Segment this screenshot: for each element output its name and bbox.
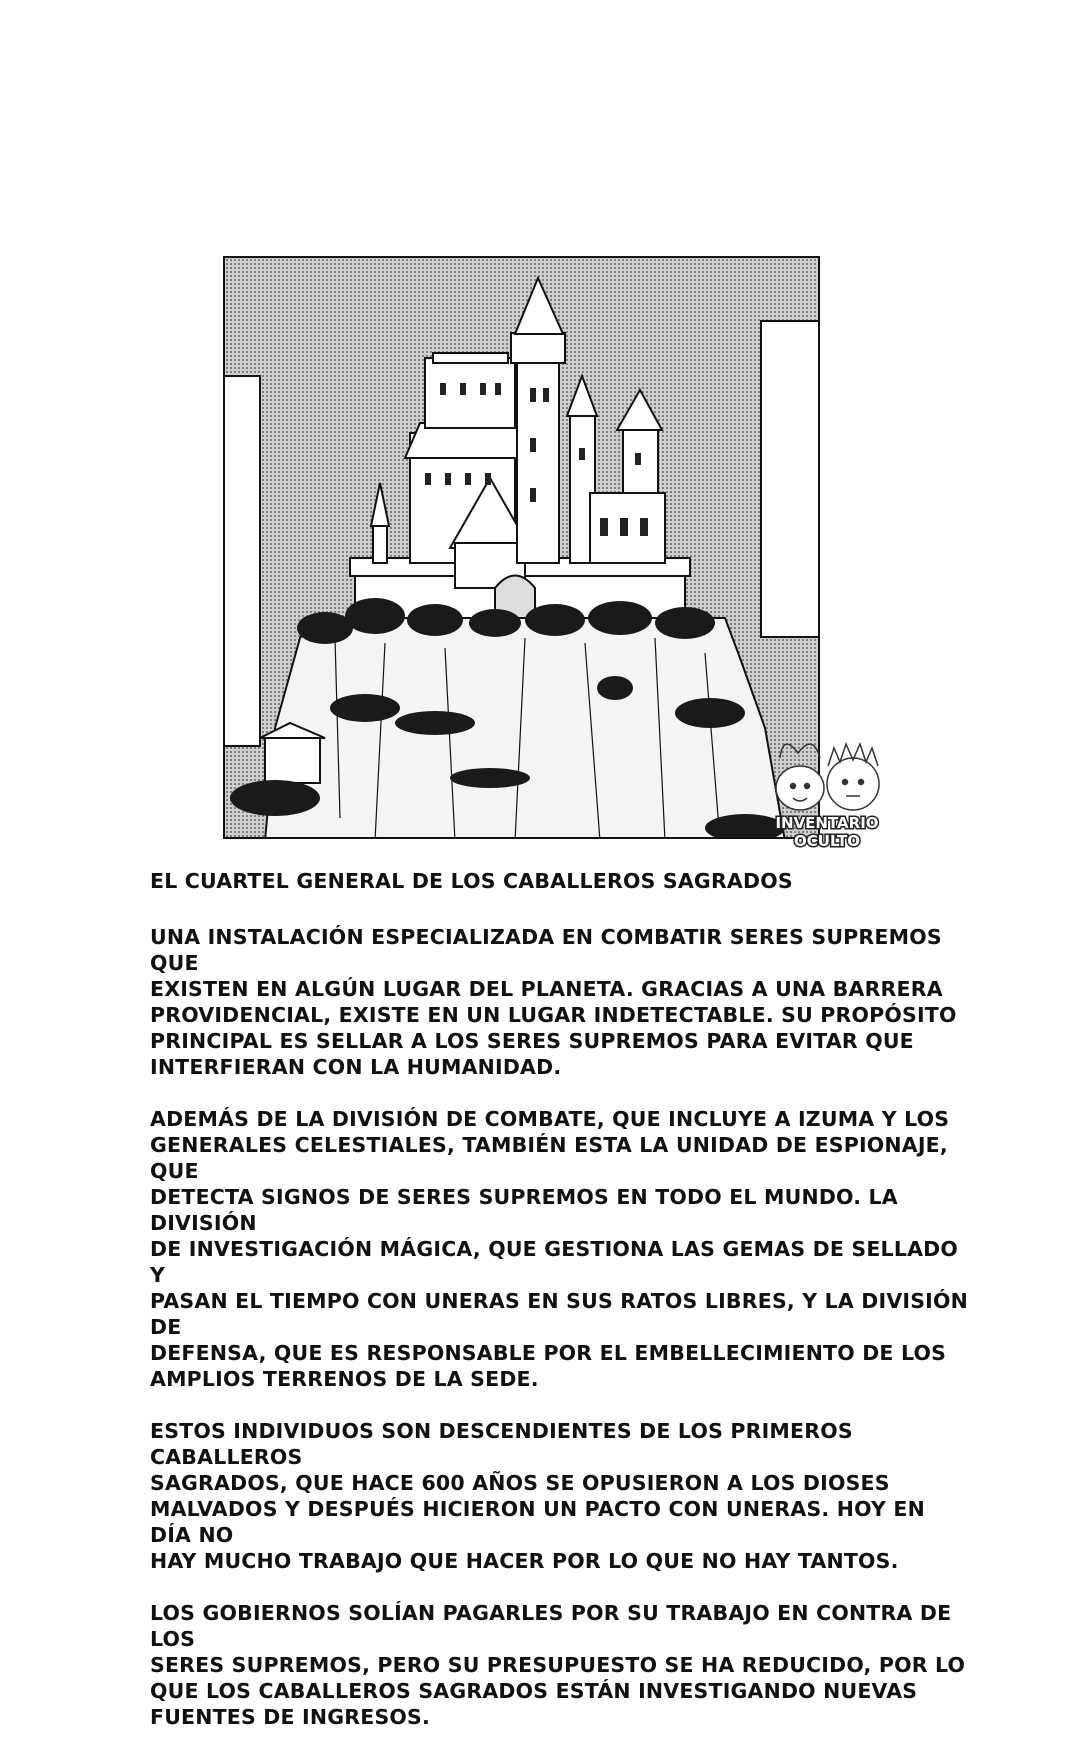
castle-illustration xyxy=(225,258,820,839)
watermark-line-2: OCULTO xyxy=(794,832,860,850)
paragraph-1: UNA INSTALACIÓN ESPECIALIZADA EN COMBATIR SERES SUPREMOS QUE EXISTEN EN ALGÚN LUGAR DEL PLANETA. GRACIAS A UNA BARRERA PROVIDENCIAL, EXISTE EN UN LUGAR INDETECTABLE. SU PROPÓSITO PRINCIPAL ES SELLAR A LOS SERES SUPREMOS PARA EVITAR QUE INTERFIERAN CON LA HUMANIDAD. xyxy=(150,925,957,1079)
watermark-line-1: INVENTARIO xyxy=(775,814,879,832)
article-title: EL CUARTEL GENERAL DE LOS CABALLEROS SAGRADOS xyxy=(150,869,793,893)
paragraph-2: ADEMÁS DE LA DIVISIÓN DE COMBATE, QUE INCLUYE A IZUMA Y LOS GENERALES CELESTIALES, TAMBIÉN ESTA LA UNIDAD DE ESPIONAJE, QUE DETECTA SIGNOS DE SERES SUPREMOS EN TODO EL MUNDO. LA DIVISIÓN DE INVESTIGACIÓN MÁGICA, QUE GESTIONA LAS GEMAS DE SELLADO Y PASAN EL TIEMPO CON UNERAS EN SUS RATOS LIBRES, Y LA DIVISIÓN DE DEFENSA, QUE ES RESPONSABLE POR EL EMBELLECIMIENTO DE LOS AMPLIOS TERRENOS DE LA SEDE. xyxy=(150,1107,968,1391)
castle-illustration-panel xyxy=(223,256,820,839)
blank-speech-bubble-right xyxy=(760,320,820,638)
inventario-oculto-logo xyxy=(768,718,886,856)
paragraph-4: LOS GOBIERNOS SOLÍAN PAGARLES POR SU TRABAJO EN CONTRA DE LOS SERES SUPREMOS, PERO SU PRESUPUESTO SE HA REDUCIDO, POR LO QUE LOS CABALLEROS SAGRADOS ESTÁN INVESTIGANDO NUEVAS FUENTES DE INGRESOS. xyxy=(150,1601,966,1729)
paragraph-3: ESTOS INDIVIDUOS SON DESCENDIENTES DE LOS PRIMEROS CABALLEROS SAGRADOS, QUE HACE 600 AÑOS SE OPUSIERON A LOS DIOSES MALVADOS Y DESPUÉS HICIERON UN PACTO CON UNERAS. HOY EN DÍA NO HAY MUCHO TRABAJO QUE HACER POR LO QUE NO HAY TANTOS. xyxy=(150,1419,925,1573)
article-text xyxy=(150,868,970,1756)
blank-speech-bubble-left xyxy=(223,375,261,747)
